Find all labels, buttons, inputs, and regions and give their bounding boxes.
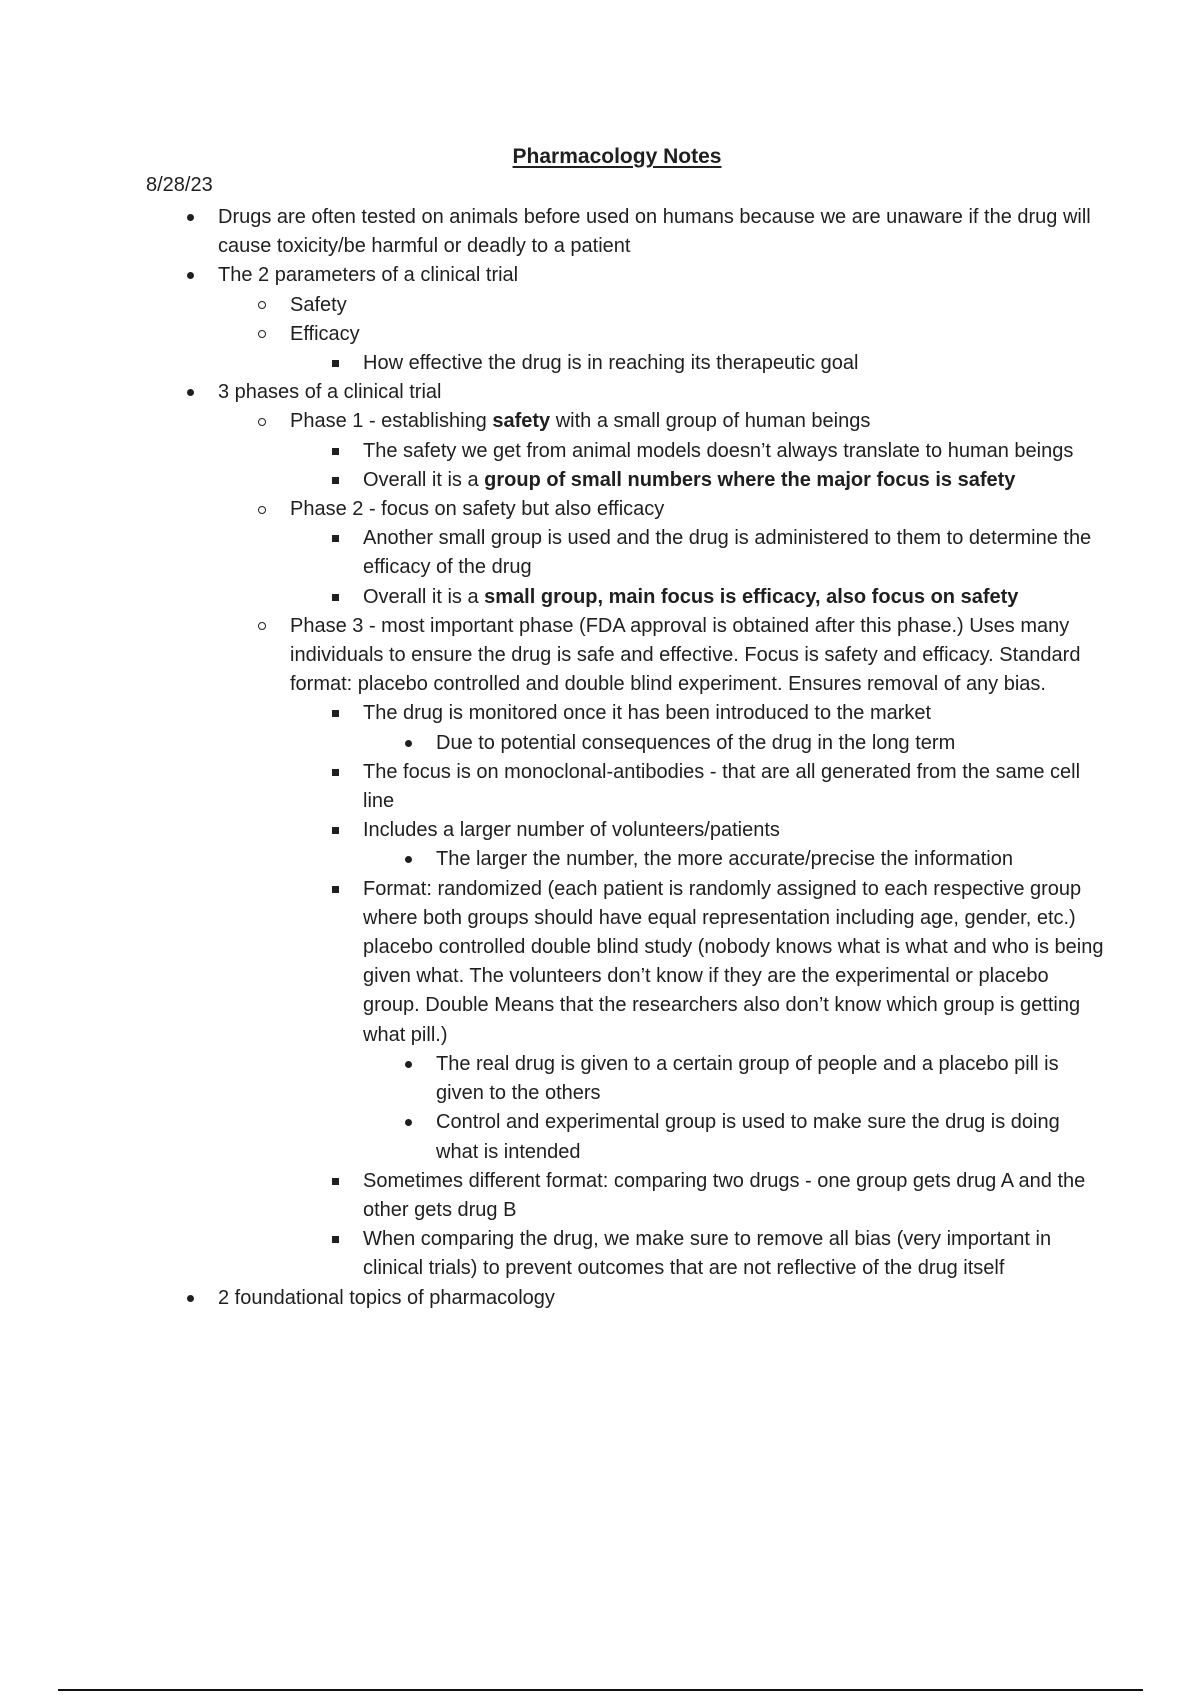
list-item-text: Includes a larger number of volunteers/patients: [363, 819, 780, 842]
list-item-text: The safety we get from animal models doesn’t always translate to human beings: [363, 439, 1074, 462]
bullet-icon: [327, 349, 343, 378]
list-item-text: Control and experimental group is used to make sure the drug is doing what is intended: [436, 1111, 1060, 1163]
page-title: Pharmacology Notes: [512, 145, 722, 168]
bullet-icon: [182, 261, 198, 290]
list-item-text: Phase 3 - most important phase (FDA approval is obtained after this phase.) Uses many individuals to ensure the drug is safe and effective. Focus is safety and efficacy. Standard format: placebo controlled and double blind experiment. Ensures removal of any bias.: [290, 614, 1081, 696]
bullet-icon: [400, 729, 416, 758]
list-item-text: The larger the number, the more accurate/precise the information: [436, 848, 1013, 871]
list-item-text: Drugs are often tested on animals before used on humans because we are unaware if the drug will cause toxicity/be harmful or deadly to a patient: [218, 206, 1091, 258]
emphasis-text: safety: [492, 410, 551, 433]
list-item: [146, 1050, 1106, 1108]
page-bottom-rule: [58, 1689, 1143, 1691]
list-item-text: 3 phases of a clinical trial: [218, 381, 442, 404]
bullet-icon: [327, 1167, 343, 1196]
list-item-text: Another small group is used and the drug is administered to them to determine the efficacy of the drug: [363, 527, 1092, 579]
list-item-text: The 2 parameters of a clinical trial: [218, 264, 519, 287]
notes-body: [146, 203, 1106, 1313]
bullet-icon: [327, 699, 343, 728]
list-item: [146, 1225, 1106, 1283]
list-item-text: Overall it is a: [363, 468, 485, 491]
list-item: [146, 291, 1106, 320]
list-item-text: 2 foundational topics of pharmacology: [218, 1286, 555, 1309]
list-item: [146, 1284, 1106, 1313]
bullet-icon: [400, 845, 416, 874]
list-item: [146, 466, 1106, 495]
bullet-icon: [327, 437, 343, 466]
list-item-text: Efficacy: [290, 322, 360, 345]
bullet-icon: [327, 583, 343, 612]
list-item: [146, 378, 1106, 407]
list-item-text: Safety: [290, 293, 347, 316]
list-item-text: Phase 2 - focus on safety but also efficacy: [290, 498, 665, 521]
list-item: [146, 261, 1106, 290]
emphasis-text: small group, main focus is efficacy, also focus on safety: [484, 585, 1019, 608]
list-item: [146, 845, 1106, 874]
list-item: [146, 495, 1106, 524]
list-item-text: How effective the drug is in reaching its therapeutic goal: [363, 352, 859, 375]
list-item: [146, 729, 1106, 758]
notes-list: [146, 203, 1106, 1313]
list-item: [146, 203, 1106, 261]
list-item: [146, 407, 1106, 436]
list-item: [146, 1167, 1106, 1225]
bullet-icon: [327, 524, 343, 553]
list-item-text: The focus is on monoclonal-antibodies - that are all generated from the same cell line: [363, 760, 1081, 813]
list-item: [146, 320, 1106, 349]
list-item-text: Due to potential consequences of the drug in the long term: [436, 731, 956, 754]
list-item-text: Format: randomized (each patient is randomly assigned to each respective group where both groups should have equal representation including age, gender, etc.) placebo controlled double blind study (nobody knows what is what and who is being given what. The volunteers don’t know if they are the experimental or placebo group. Double Means that the researchers also don’t know which group is getting what pill.): [363, 877, 1104, 1046]
bullet-icon: [327, 758, 343, 787]
list-item: [146, 758, 1106, 816]
note-date: 8/28/23: [146, 174, 213, 196]
bullet-icon: [182, 378, 198, 407]
bullet-icon: [254, 407, 270, 436]
bullet-icon: [327, 1225, 343, 1254]
emphasis-text: group of small numbers where the major focus is safety: [484, 468, 1016, 491]
list-item-text: with a small group of human beings: [550, 410, 871, 433]
bullet-icon: [400, 1108, 416, 1137]
bullet-icon: [254, 291, 270, 320]
bullet-icon: [254, 495, 270, 524]
list-item: [146, 349, 1106, 378]
bullet-icon: [327, 816, 343, 845]
bullet-icon: [182, 203, 198, 232]
bullet-icon: [327, 875, 343, 904]
list-item: [146, 816, 1106, 845]
list-item: [146, 583, 1106, 612]
list-item: [146, 437, 1106, 466]
list-item-text: The drug is monitored once it has been introduced to the market: [363, 702, 932, 725]
bullet-icon: [182, 1284, 198, 1313]
bullet-icon: [327, 466, 343, 495]
bullet-icon: [400, 1050, 416, 1079]
list-item: [146, 1108, 1106, 1166]
list-item-text: When comparing the drug, we make sure to remove all bias (very important in clinical trials) to prevent outcomes that are not reflective of the drug itself: [363, 1228, 1052, 1280]
list-item: [146, 875, 1106, 1050]
list-item-text: Overall it is a: [363, 585, 485, 608]
list-item: [146, 524, 1106, 582]
list-item: [146, 699, 1106, 728]
list-item-text: Phase 1 - establishing: [290, 410, 493, 433]
list-item-text: The real drug is given to a certain group of people and a placebo pill is given to the others: [436, 1052, 1059, 1105]
list-item: [146, 612, 1106, 700]
bullet-icon: [254, 612, 270, 641]
bullet-icon: [254, 320, 270, 349]
list-item-text: Sometimes different format: comparing two drugs - one group gets drug A and the other gets drug B: [363, 1169, 1086, 1221]
